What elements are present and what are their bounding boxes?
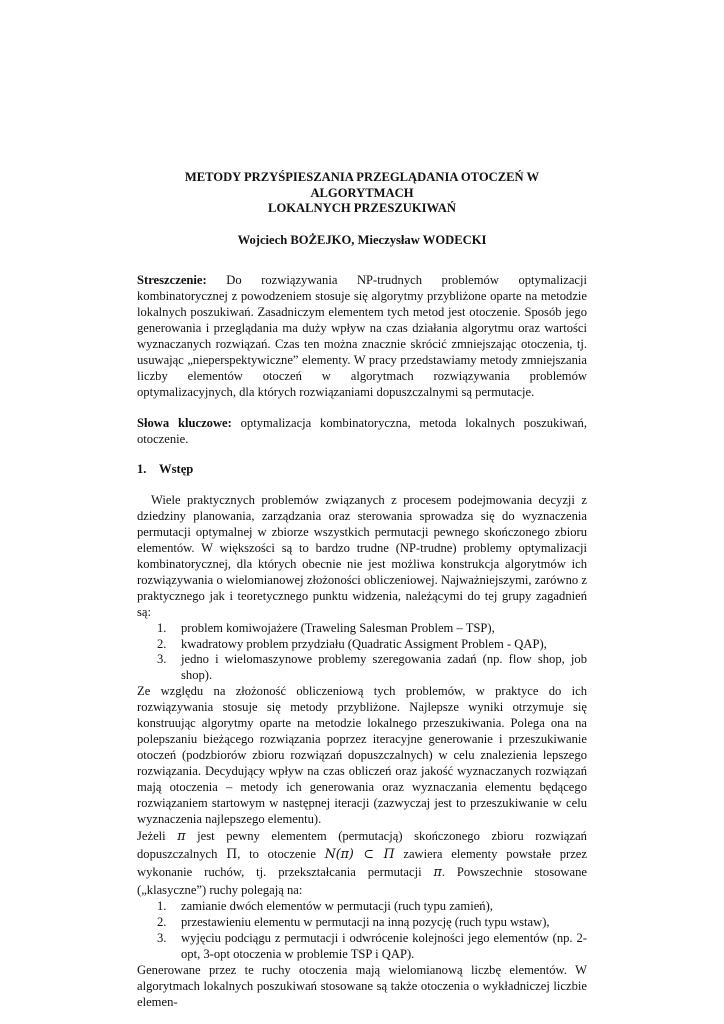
list-item: 3. wyjęciu podciągu z permutacji i odwrócenie kolejności jego elementów (np. 2-opt, 3-opt otoczenia w problemie TSP i QAP). [157, 931, 587, 962]
keywords-text: optymalizacja kombinatoryczna, metoda lokalnych poszukiwań, otoczenie. [137, 415, 587, 446]
list-item: 1. zamianie dwóch elementów w permutacji (ruch typu zamień), [157, 899, 493, 914]
list-item: 2. kwadratowy problem przydziału (Quadratic Assigment Problem - QAP), [157, 636, 547, 651]
section-title: Wstęp [159, 462, 194, 477]
title-line-1: METODY PRZYŚPIESZANIA PRZEGLĄDANIA OTOCZEŃ W ALGORYTMACH [184, 170, 540, 200]
pi-symbol: π [433, 864, 442, 880]
neighborhood-expression: N(π) ⊂ Π [324, 846, 395, 862]
abstract-label: Streszczenie: [137, 273, 207, 288]
paper-page [137, 170, 587, 1011]
abstract [137, 273, 587, 400]
list-item: 2. przestawieniu elementu w permutacji na inną pozycję (ruch typu wstaw), [157, 915, 550, 930]
moves-list [137, 899, 587, 963]
list-item: 1. problem komiwojażere (Traweling Salesman Problem – TSP), [157, 620, 495, 635]
neighborhood-paragraph: Jeżeli π jest pewny elementem (permutacją) skończonego zbioru rozwiązań dopuszczalnych Π, to otoczenie N(π) ⊂ Π zawiera elementy powstałe przez wykonanie ruchów, tj. przekształcania permutacji π. Powszechnie stosowane („klasyczne”) ruchy polegają na: [137, 828, 587, 898]
pi-symbol: π [177, 828, 186, 844]
paper-title [137, 170, 587, 217]
Pi-symbol: Π [226, 846, 238, 862]
section-number: 1. [137, 462, 147, 477]
list-item: 3. jedno i wielomaszynowe problemy szeregowania zadań (np. flow shop, job shop). [157, 652, 587, 683]
intro-paragraph: Wiele praktycznych problemów związanych z procesem podejmowania decyzji z dziedziny planowania, zarządzania oraz sterowania sprowadza się do wyznaczenia permutacji optymalnej w zbiorze wszystkich permutacji pewnego skończonego zbioru elementów. W większości są to bardzo trudne (NP-trudne) problemy optymalizacji kombinatorycznej, dla których obecnie nie jest możliwa konstrukcja algorytmów ich rozwiązywania o wielomianowej złożoności obliczeniowej. Najważniejszymi, zarówno z praktycznego jak i teoretycznego punktu widzenia, należącymi do tej grupy zagadnień są: [137, 493, 587, 619]
complexity-paragraph: Ze względu na złożoność obliczeniową tych problemów, w praktyce do ich rozwiązywania stosuje się metody przybliżone. Najlepsze wyniki otrzymuje się konstruując algorytmy oparte na metodzie lokalnego przeszukiwania. Polega ona na polepszaniu bieżącego rozwiązania poprzez iteracyjne generowanie i przeszukiwanie otoczeń (podzbiorów zbioru rozwiązań dopuszczalnych) w celu znalezienia lepszego rozwiązania. Decydujący wpływ na czas obliczeń oraz jakość wyznaczanych rozwiązań mają otoczenia – metody ich generowania oraz wyznaczania elementu będącego rozwiązaniem startowym w następnej iteracji (zazwyczaj jest to przeszukiwanie w celu wyznaczenia najlepszego elementu). [137, 684, 587, 826]
keywords [137, 416, 587, 448]
keywords-label: Słowa kluczowe: [137, 415, 232, 430]
final-paragraph: Generowane przez te ruchy otoczenia mają wielomianową liczbę elementów. W algorytmach lokalnych poszukiwań stosowane są także otoczenia o wykładniczej liczbie elemen- [137, 963, 587, 1009]
title-line-2: LOKALNYCH PRZESZUKIWAŃ [268, 201, 456, 215]
problems-list [137, 621, 587, 685]
section-heading [137, 462, 587, 478]
abstract-text: Do rozwiązywania NP-trudnych problemów optymalizacji kombinatorycznej z powodzeniem stosuje się algorytmy przybliżone oparte na metodzie lokalnych poszukiwań. Zasadniczym elementem tych metod jest otoczenie. Sposób jego generowania i przeglądania ma duży wpływ na czas działania algorytmu oraz wartości wyznaczanych rozwiązań. Czas ten można znacznie skrócić zmniejszając otoczenia, tj. usuwając „nieperspektywiczne” elementy. W pracy przedstawiamy metody zmniejszania liczby elementów otoczeń w algorytmach rozwiązywania problemów optymalizacyjnych, dla których rozwiązaniami dopuszczalnymi są permutacje. [137, 273, 587, 399]
authors: Wojciech BOŻEJKO, Mieczysław WODECKI [237, 232, 487, 247]
